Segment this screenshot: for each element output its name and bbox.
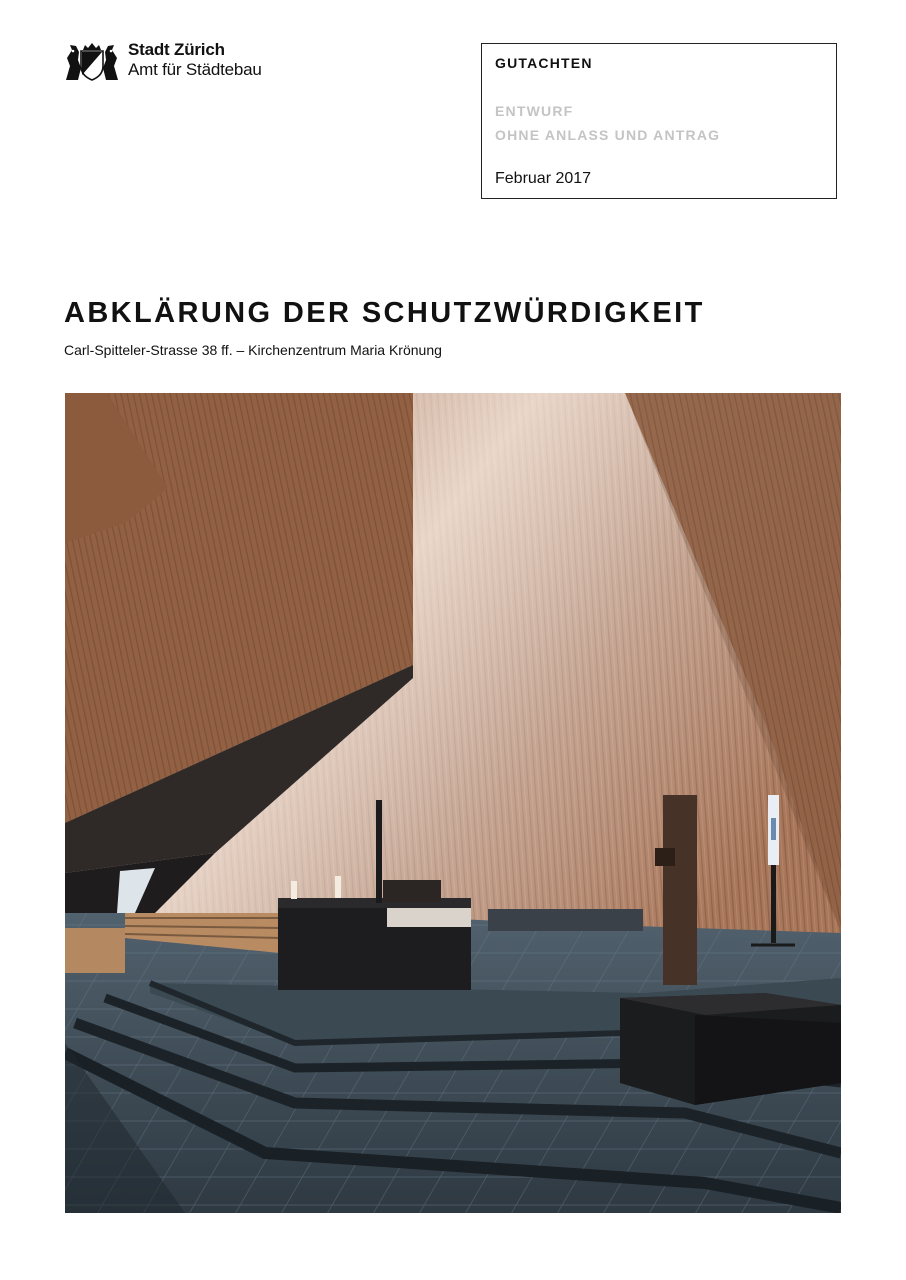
document-note: OHNE ANLASS UND ANTRAG [495, 127, 721, 143]
city-logo [64, 40, 294, 84]
document-date: Februar 2017 [495, 170, 592, 187]
page-subtitle: Carl-Spitteler-Strasse 38 ff. – Kirchenzentrum Maria Krönung [64, 342, 442, 358]
church-interior-photo [65, 393, 841, 1213]
department-name: Amt für Städtebau [128, 60, 262, 79]
zurich-lion-crest-icon [64, 42, 120, 82]
org-name: Stadt Zürich [128, 40, 225, 59]
document-stage: ENTWURF [495, 103, 574, 119]
document-status-box [481, 43, 837, 199]
document-type: GUTACHTEN [495, 55, 593, 71]
page-title: ABKLÄRUNG DER SCHUTZWÜRDIGKEIT [64, 297, 705, 329]
